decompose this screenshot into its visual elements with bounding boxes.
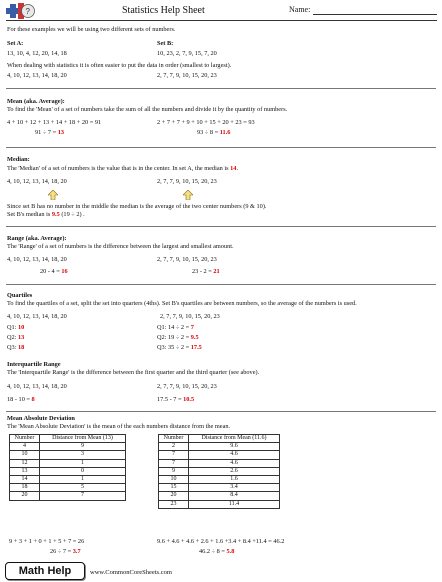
table-row: 9 2.6 bbox=[159, 467, 280, 475]
footer-logo-text: Math Help bbox=[18, 565, 72, 577]
median-desc: The 'Median' of a set of numbers is the value that is in the center. In set A, the median is 14. bbox=[7, 165, 239, 172]
iqr-a-list: 4, 10, 12, 13, 14, 18, 20 bbox=[7, 383, 67, 390]
svg-text:?: ? bbox=[25, 7, 30, 16]
mad-b-div: 46.2 ÷ 8 = 5.8 bbox=[199, 548, 235, 555]
table-row: 7 4.6 bbox=[159, 451, 280, 459]
set-b-sorted: 2, 7, 7, 9, 10, 15, 20, 23 bbox=[157, 72, 217, 79]
mad-a-div: 26 ÷ 7 = 3.7 bbox=[50, 548, 81, 555]
mean-a-sum: 4 + 10 + 12 + 13 + 14 + 18 + 20 = 91 bbox=[7, 119, 102, 126]
median-b-value: 9.5 bbox=[51, 211, 60, 218]
table-row: 10 3 bbox=[10, 451, 126, 459]
range-b-result: 21 bbox=[213, 268, 220, 275]
median-b-list: 2, 7, 7, 9, 10, 15, 20, 23 bbox=[157, 178, 217, 185]
table-row: 2 9.6 bbox=[159, 443, 280, 451]
table-row: 7 4.6 bbox=[159, 459, 280, 467]
median-a-list: 4, 10, 12, 13, 14, 18, 20 bbox=[7, 178, 67, 185]
range-a-result: 16 bbox=[61, 268, 68, 275]
table-row: 10 1.6 bbox=[159, 475, 280, 483]
range-desc: The 'Range' of a set of numbers is the difference between the largest and smallest amount. bbox=[7, 243, 234, 250]
footer-site-link[interactable]: www.CommonCoreSheets.com bbox=[90, 569, 172, 576]
range-title: Range (aka. Average): bbox=[7, 235, 67, 242]
mean-desc: To find the 'Mean' of a set of numbers take the sum of all the numbers and divide it by the quantity of numbers. bbox=[7, 106, 288, 113]
header-rule bbox=[6, 20, 437, 21]
name-line bbox=[313, 14, 437, 15]
range-a-calc: 20 - 4 = 16 bbox=[40, 268, 68, 275]
page-title: Statistics Help Sheet bbox=[122, 5, 205, 16]
table-row: 18 5 bbox=[10, 484, 126, 492]
divider bbox=[6, 147, 436, 148]
iqr-b-result: 10.5 bbox=[183, 396, 195, 403]
mad-b-sum: 9.6 + 4.6 + 4.6 + 2.6 + 1.6 +3.4 + 8.4 +11.4 = 46.2 bbox=[157, 538, 285, 545]
range-b-calc: 23 - 2 = 21 bbox=[192, 268, 220, 275]
q-b-row: Q3: 35 ÷ 2 = 17.5 bbox=[157, 344, 202, 351]
iqr-b-list: 2, 7, 7, 9, 10, 15, 20, 23 bbox=[157, 383, 217, 390]
set-a-sorted: 4, 10, 12, 13, 14, 18, 20 bbox=[7, 72, 67, 79]
q-b-row: Q2: 19 ÷ 2 = 9.5 bbox=[157, 334, 199, 341]
mean-b-result: 11.6 bbox=[219, 129, 231, 136]
table-row: 20 8.4 bbox=[159, 492, 280, 500]
table-row: 12 1 bbox=[10, 459, 126, 467]
q-a-row: Q3: 18 bbox=[7, 344, 25, 351]
divider bbox=[6, 226, 436, 227]
iqr-a-calc: 18 - 10 = 8 bbox=[7, 396, 35, 403]
iqr-title: Interquartile Range bbox=[7, 361, 61, 368]
table-row: 23 11.4 bbox=[159, 500, 280, 508]
set-a-values: 13, 10, 4, 12, 20, 14, 18 bbox=[7, 50, 67, 57]
mad-desc: The 'Mean Absolute Deviation' is the mean of the each numbers distance from the mean. bbox=[7, 423, 231, 430]
q-a-row: Q1: 10 bbox=[7, 324, 25, 331]
iqr-desc: The 'Interquartile Range' is the difference between the first quarter and the third quarter (see above). bbox=[7, 369, 260, 376]
mean-b-sum: 2 + 7 + 7 + 9 + 10 + 15 + 20 + 23 = 93 bbox=[157, 119, 255, 126]
table-header-row: Number Distance from Mean (11.6) bbox=[159, 435, 280, 443]
divider bbox=[6, 284, 436, 285]
table-row: 4 9 bbox=[10, 443, 126, 451]
mad-b-result: 5.8 bbox=[226, 548, 235, 555]
quartiles-b-list: 2, 7, 7, 9, 10, 15, 20, 23 bbox=[160, 313, 220, 320]
q-a-row: Q2: 13 bbox=[7, 334, 25, 341]
mad-a-table bbox=[9, 434, 126, 501]
set-b-values: 10, 23, 2, 7, 9, 15, 7, 20 bbox=[157, 50, 217, 57]
mean-b-div: 93 ÷ 8 = 11.6 bbox=[197, 129, 231, 136]
table-row: 13 0 bbox=[10, 467, 126, 475]
table-row: 15 3.4 bbox=[159, 484, 280, 492]
mad-a-result: 3.7 bbox=[72, 548, 81, 555]
table-row: 20 7 bbox=[10, 492, 126, 500]
order-note: When dealing with statistics it is often easier to put the data in order (smallest to largest). bbox=[7, 62, 232, 69]
table-header-row: Number Distance from Mean (13) bbox=[10, 435, 126, 443]
mean-a-result: 13 bbox=[57, 129, 65, 136]
logo-icon bbox=[5, 2, 35, 20]
median-b-line: Set B's median is 9.5 (19 ÷ 2) . bbox=[7, 211, 85, 218]
median-title: Median: bbox=[7, 156, 30, 163]
mad-b-table bbox=[158, 434, 280, 509]
table-row: 14 1 bbox=[10, 475, 126, 483]
mad-a-sum: 9 + 3 + 1 + 0 + 1 + 5 + 7 = 26 bbox=[9, 538, 85, 545]
intro-text: For these examples we will be using two different sets of numbers. bbox=[7, 26, 176, 33]
set-a-label: Set A: bbox=[7, 40, 24, 47]
divider bbox=[6, 411, 436, 412]
q-b-row: Q1: 14 ÷ 2 = 7 bbox=[157, 324, 194, 331]
name-label: Name: bbox=[289, 5, 311, 14]
set-b-label: Set B: bbox=[157, 40, 174, 47]
mean-a-div: 91 ÷ 7 = 13 bbox=[35, 129, 65, 136]
iqr-b-calc: 17.5 - 7 = 10.5 bbox=[157, 396, 195, 403]
range-b-list: 2, 7, 7, 9, 10, 15, 20, 23 bbox=[157, 256, 217, 263]
divider bbox=[6, 88, 436, 89]
median-desc-value: 14 bbox=[230, 165, 237, 172]
footer-logo bbox=[5, 562, 85, 580]
quartiles-desc: To find the quartiles of a set, split the set into quarters (4ths). Set B's quartiles are between numbers, so the average of the numbers is used. bbox=[7, 300, 357, 307]
range-a-list: 4, 10, 12, 13, 14, 18, 20 bbox=[7, 256, 67, 263]
mean-title: Mean (aka. Average): bbox=[7, 98, 65, 105]
quartiles-a-list: 4, 10, 12, 13, 14, 18, 20 bbox=[7, 313, 67, 320]
mad-title: Mean Absolute Deviation bbox=[7, 415, 75, 422]
iqr-a-result: 8 bbox=[31, 396, 35, 403]
quartiles-title: Quartiles bbox=[7, 292, 33, 299]
median-note: Since set B has no number in the middle the median is the average of the two center numbers (9 & 10). bbox=[7, 203, 267, 210]
